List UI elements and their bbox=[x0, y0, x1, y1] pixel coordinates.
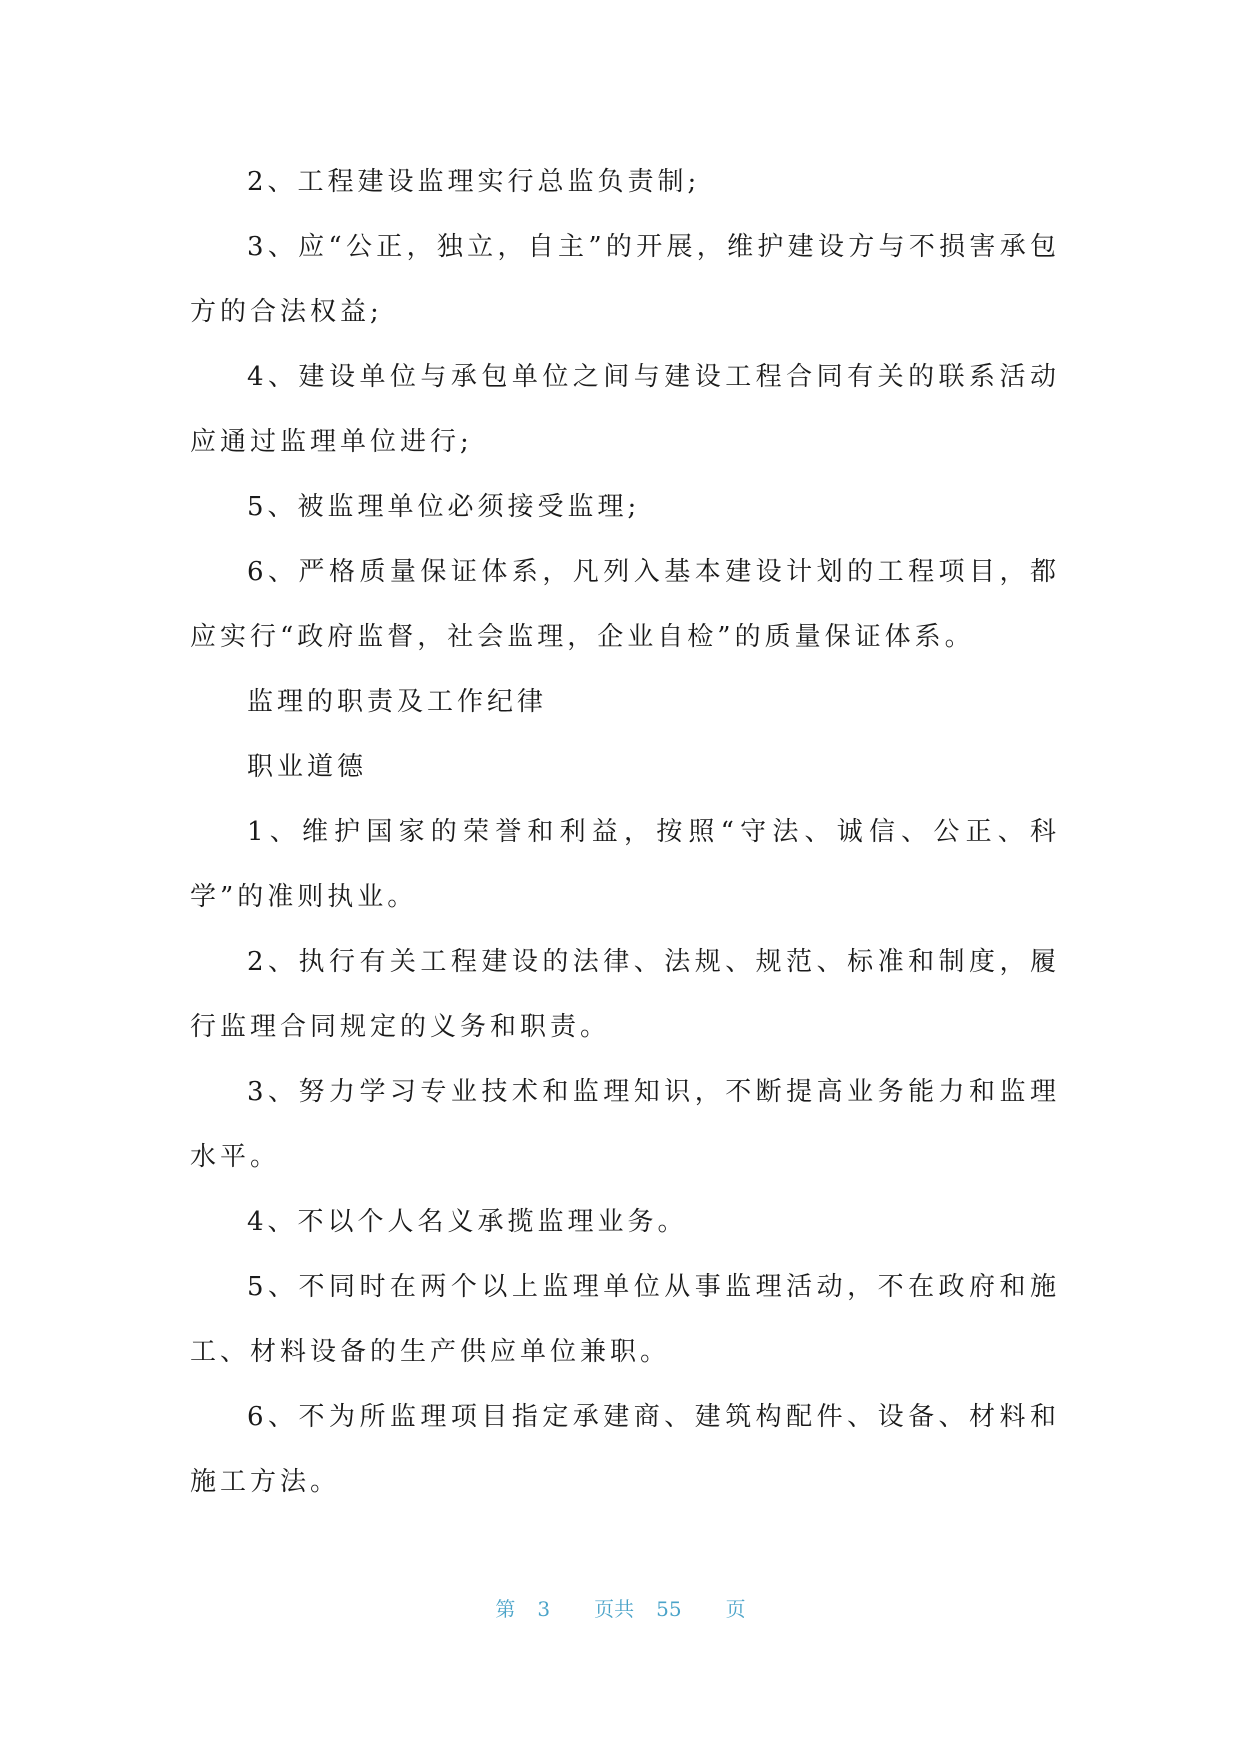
paragraph: 3、努力学习专业技术和监理知识，不断提高业务能力和监理水平。 bbox=[190, 1077, 1060, 1172]
document-body bbox=[190, 150, 1060, 1515]
total-pages: 55 bbox=[656, 1597, 682, 1621]
paragraph: 5、不同时在两个以上监理单位从事监理活动，不在政府和施工、材料设备的生产供应单位兼职。 bbox=[190, 1272, 1060, 1367]
paragraph: 6、不为所监理项目指定承建商、建筑构配件、设备、材料和施工方法。 bbox=[190, 1402, 1060, 1497]
paragraph: 4、不以个人名义承揽监理业务。 bbox=[247, 1207, 688, 1237]
paragraph: 3、应“公正，独立，自主”的开展，维护建设方与不损害承包方的合法权益; bbox=[190, 232, 1060, 327]
paragraph: 1、维护国家的荣誉和利益，按照“守法、诚信、公正、科学”的准则执业。 bbox=[190, 817, 1060, 912]
paragraph: 4、建设单位与承包单位之间与建设工程合同有关的联系活动应通过监理单位进行; bbox=[190, 362, 1060, 457]
paragraph: 5、被监理单位必须接受监理; bbox=[247, 492, 641, 522]
section-heading: 职业道德 bbox=[247, 752, 368, 782]
page-number: 3 bbox=[537, 1597, 551, 1621]
section-heading: 监理的职责及工作纪律 bbox=[247, 687, 548, 717]
paragraph: 2、工程建设监理实行总监负责制; bbox=[247, 167, 701, 197]
footer-middle: 页共 bbox=[594, 1597, 635, 1621]
paragraph: 2、执行有关工程建设的法律、法规、规范、标准和制度，履行监理合同规定的义务和职责。 bbox=[190, 947, 1060, 1042]
footer-suffix: 页 bbox=[725, 1597, 746, 1621]
page-footer bbox=[0, 1593, 1241, 1622]
paragraph: 6、严格质量保证体系，凡列入基本建设计划的工程项目，都应实行“政府监督，社会监理，企业自检”的质量保证体系。 bbox=[190, 557, 1060, 652]
footer-prefix: 第 bbox=[495, 1597, 516, 1621]
